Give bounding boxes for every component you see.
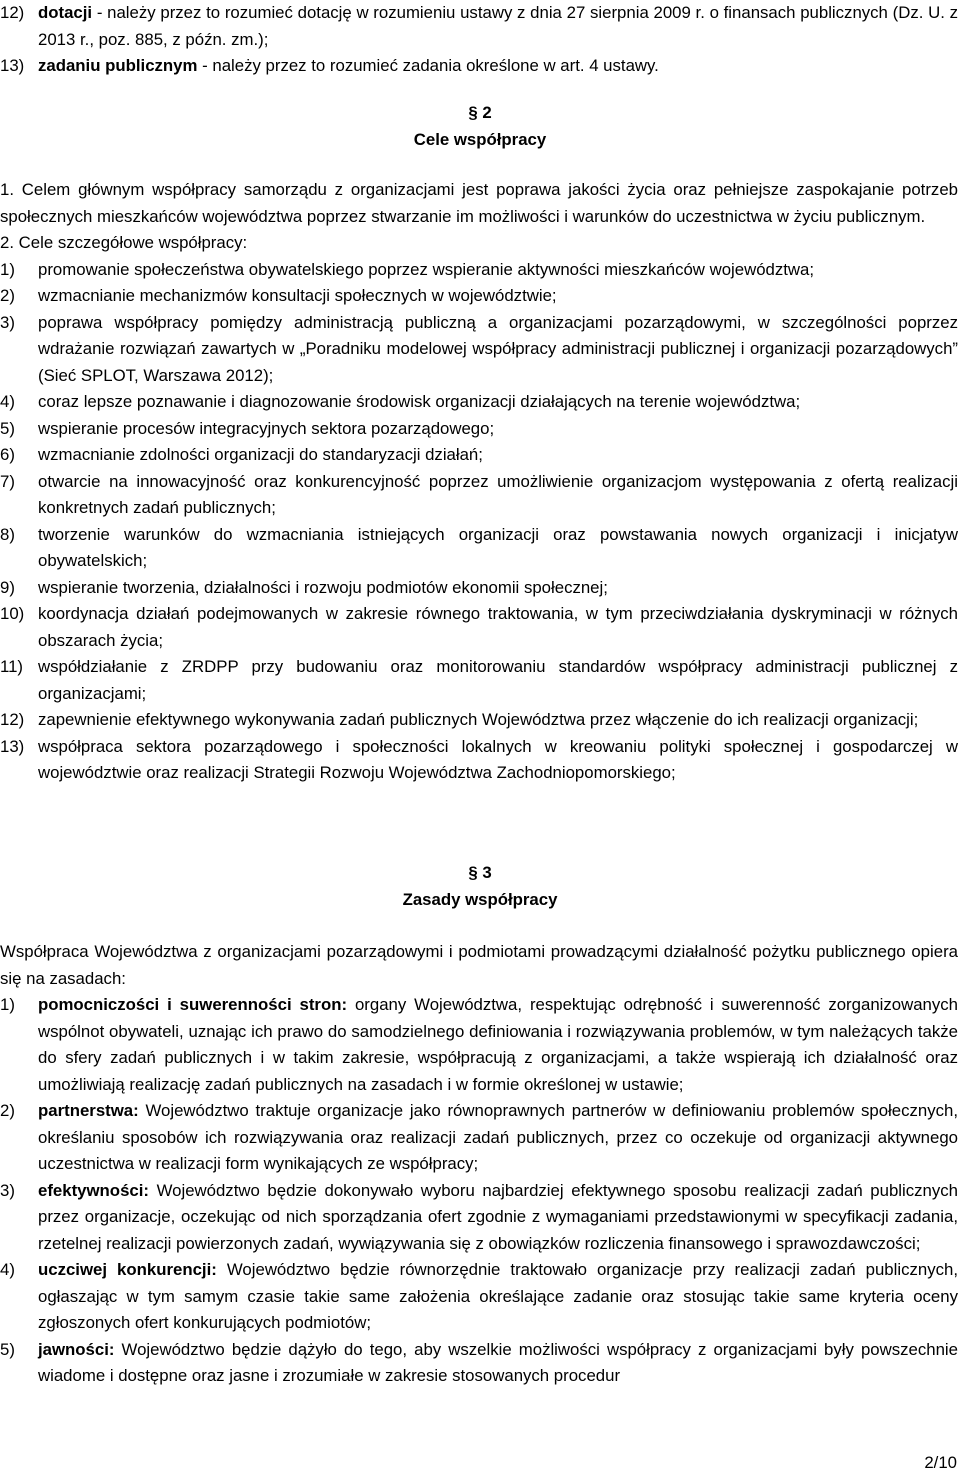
principle-text: Województwo traktuje organizacje jako równoprawnych partnerów w definiowaniu problemów społecznych, określaniu sposobów ich rozwiązywania oraz realizacji zadań publicznych, przez co oczekuje od organizacji aktywnego uczestnictwa w realizacji form wynikających ze współpracy; <box>38 1101 958 1173</box>
principle-text: Województwo będzie dążyło do tego, aby wszelkie możliwości współpracy z organizacjami były powszechnie wiadome i dostępne oraz jasne i zrozumiałe w zakresie stosowanych procedur <box>38 1339 958 1385</box>
principles-intro: Współpraca Województwa z organizacjami pozarządowymi i podmiotami prowadzącymi działalność pożytku publicznego opiera się na zasadach: <box>0 942 958 988</box>
principle-item <box>0 1178 958 1258</box>
definition-item <box>0 0 958 53</box>
item-number: 11) <box>0 657 24 676</box>
goal-text: wzmacnianie zdolności organizacji do standaryzacji działań; <box>38 445 483 464</box>
principle-term: partnerstwa: <box>38 1101 139 1120</box>
item-number: 12) <box>0 3 25 22</box>
goal-text: poprawa współpracy pomiędzy administracją publiczną a organizacjami pozarządowymi, w szczególności poprzez wdrażanie rozwiązań zawartych w „Poradniku modelowej współpracy administracji publicznej i organizacji pozarządowych” (Sieć SPLOT, Warszawa 2012); <box>38 312 958 385</box>
section-heading <box>0 100 960 153</box>
principles-list <box>0 992 958 1390</box>
principle-term: efektywności: <box>38 1180 149 1200</box>
item-number: 13) <box>0 736 25 756</box>
goal-item <box>0 522 958 575</box>
goal-item <box>0 469 958 522</box>
item-number: 1) <box>0 259 15 279</box>
item-number: 3) <box>0 312 15 332</box>
principle-item <box>0 1337 958 1390</box>
goal-text: coraz lepsze poznawanie i diagnozowanie środowisk organizacji działających na terenie województwa; <box>38 392 801 411</box>
item-number: 5) <box>0 418 15 438</box>
section-mark: § 2 <box>468 103 492 122</box>
section-title: Cele współpracy <box>413 129 547 149</box>
goal-text: otwarcie na innowacyjność oraz konkurencyjność poprzez umożliwienie organizacjom występowania z ofertą realizacji konkretnych zadań publicznych; <box>38 471 958 517</box>
item-number: 2) <box>0 286 15 305</box>
goals-list <box>0 257 958 787</box>
goal-item <box>0 283 958 310</box>
definitions-list <box>0 0 958 80</box>
item-number: 1) <box>0 995 15 1014</box>
goal-item <box>0 416 958 443</box>
detailed-goals-heading: 2. Cele szczegółowe współpracy: <box>0 233 248 252</box>
goal-text: wspieranie procesów integracyjnych sektora pozarządowego; <box>38 418 495 438</box>
section-heading <box>0 860 960 913</box>
main-goal-paragraph: 1. Celem głównym współpracy samorządu z organizacjami jest poprawa jakości życia oraz pełniejsze zaspokajanie potrzeb społecznych mieszkańców województwa poprzez stwarzanie im możliwości i warunków do uczestnictwa w życiu publicznym. <box>0 180 958 226</box>
section-title: Zasady współpracy <box>402 889 558 909</box>
definition-term: dotacji <box>38 3 93 22</box>
principle-text: Województwo będzie dokonywało wyboru najbardziej efektywnego sposobu realizacji zadań publicznych przez organizacje, oczekując od nich sporządzania ofert zgodnie z wymaganiami przedstawionymi w specyfikacji zadania, rzetelnej realizacji powierzonych zadań, wywiązywania się z obowiązków rozliczenia finansowego i sprawozdawczości; <box>38 1180 958 1253</box>
item-number: 9) <box>0 577 15 597</box>
item-number: 8) <box>0 524 15 544</box>
goal-text: tworzenie warunków do wzmacniania istniejących organizacji oraz powstawania nowych organizacji i inicjatyw obywatelskich; <box>38 524 958 570</box>
item-number: 6) <box>0 445 15 464</box>
definition-term: zadaniu publicznym <box>38 56 198 75</box>
goal-text: zapewnienie efektywnego wykonywania zadań publicznych Województwa przez włączenie do ich realizacji organizacji; <box>38 710 919 729</box>
item-number: 12) <box>0 710 25 729</box>
principle-text: organy Województwa, respektując odrębność i suwerenność zorganizowanych wspólnot obywateli, uznając ich prawo do samodzielnego definiowania i rozwiązywania problemów, w tym należących także do sfery zadań publicznych i w takim zakresie, współpracują z organizacjami, a także wspierają ich działalność oraz umożliwiają realizację zadań publicznych na zasadach i w formie określonej w ustawie; <box>38 995 958 1094</box>
goal-item <box>0 310 958 390</box>
goal-item <box>0 442 958 469</box>
item-number: 13) <box>0 56 25 75</box>
principle-text: Województwo będzie równorzędnie traktowało organizacje przy realizacji zadań publicznych, ogłaszając w tym samym czasie takie same założenia określające zadanie oraz stosując takie same kryteria oceny zgłoszonych ofert konkurujących podmiotów; <box>38 1260 958 1332</box>
goal-item <box>0 601 958 654</box>
item-number: 7) <box>0 471 15 491</box>
principle-term: jawności: <box>38 1339 115 1359</box>
principle-item <box>0 992 958 1098</box>
goal-text: koordynacja działań podejmowanych w zakresie równego traktowania, w tym przeciwdziałania dyskryminacji w różnych obszarach życia; <box>38 604 958 650</box>
goal-item <box>0 654 958 707</box>
principle-item <box>0 1098 958 1178</box>
goal-item <box>0 575 958 602</box>
goal-item <box>0 257 958 284</box>
item-number: 10) <box>0 604 25 623</box>
definition-item <box>0 53 958 80</box>
item-number: 5) <box>0 1339 15 1359</box>
item-number: 4) <box>0 1260 15 1279</box>
principle-term: pomocniczości i suwerenności stron: <box>38 995 348 1014</box>
item-number: 3) <box>0 1180 15 1200</box>
goal-text: promowanie społeczeństwa obywatelskiego poprzez wspieranie aktywności mieszkańców województwa; <box>38 259 815 279</box>
goal-item <box>0 707 958 734</box>
goal-text: wspieranie tworzenia, działalności i rozwoju podmiotów ekonomii społecznej; <box>38 577 608 597</box>
goal-text: współdziałanie z ZRDPP przy budowaniu oraz monitorowaniu standardów współpracy administracji publicznej z organizacjami; <box>38 657 958 703</box>
item-number: 4) <box>0 392 15 411</box>
goal-item <box>0 389 958 416</box>
goal-item <box>0 734 958 787</box>
goal-text: wzmacnianie mechanizmów konsultacji społecznych w województwie; <box>38 286 557 305</box>
principle-item <box>0 1257 958 1337</box>
page-number: 2/10 <box>924 1453 957 1472</box>
section-2-body <box>0 177 958 787</box>
principle-term: uczciwej konkurencji: <box>38 1260 217 1279</box>
section-mark: § 3 <box>468 863 492 882</box>
section-3-body <box>0 939 958 1390</box>
item-number: 2) <box>0 1101 15 1120</box>
definition-text: - należy przez to rozumieć zadania określone w art. 4 ustawy. <box>197 56 659 75</box>
definition-text: - należy przez to rozumieć dotację w rozumieniu ustawy z dnia 27 sierpnia 2009 r. o finansach publicznych (Dz. U. z 2013 r., poz. 885, z późn. zm.); <box>38 3 958 49</box>
goal-text: współpraca sektora pozarządowego i społeczności lokalnych w kreowaniu polityki społecznej i gospodarczej w województwie oraz realizacji Strategii Rozwoju Województwa Zachodniopomorskiego; <box>38 736 958 782</box>
